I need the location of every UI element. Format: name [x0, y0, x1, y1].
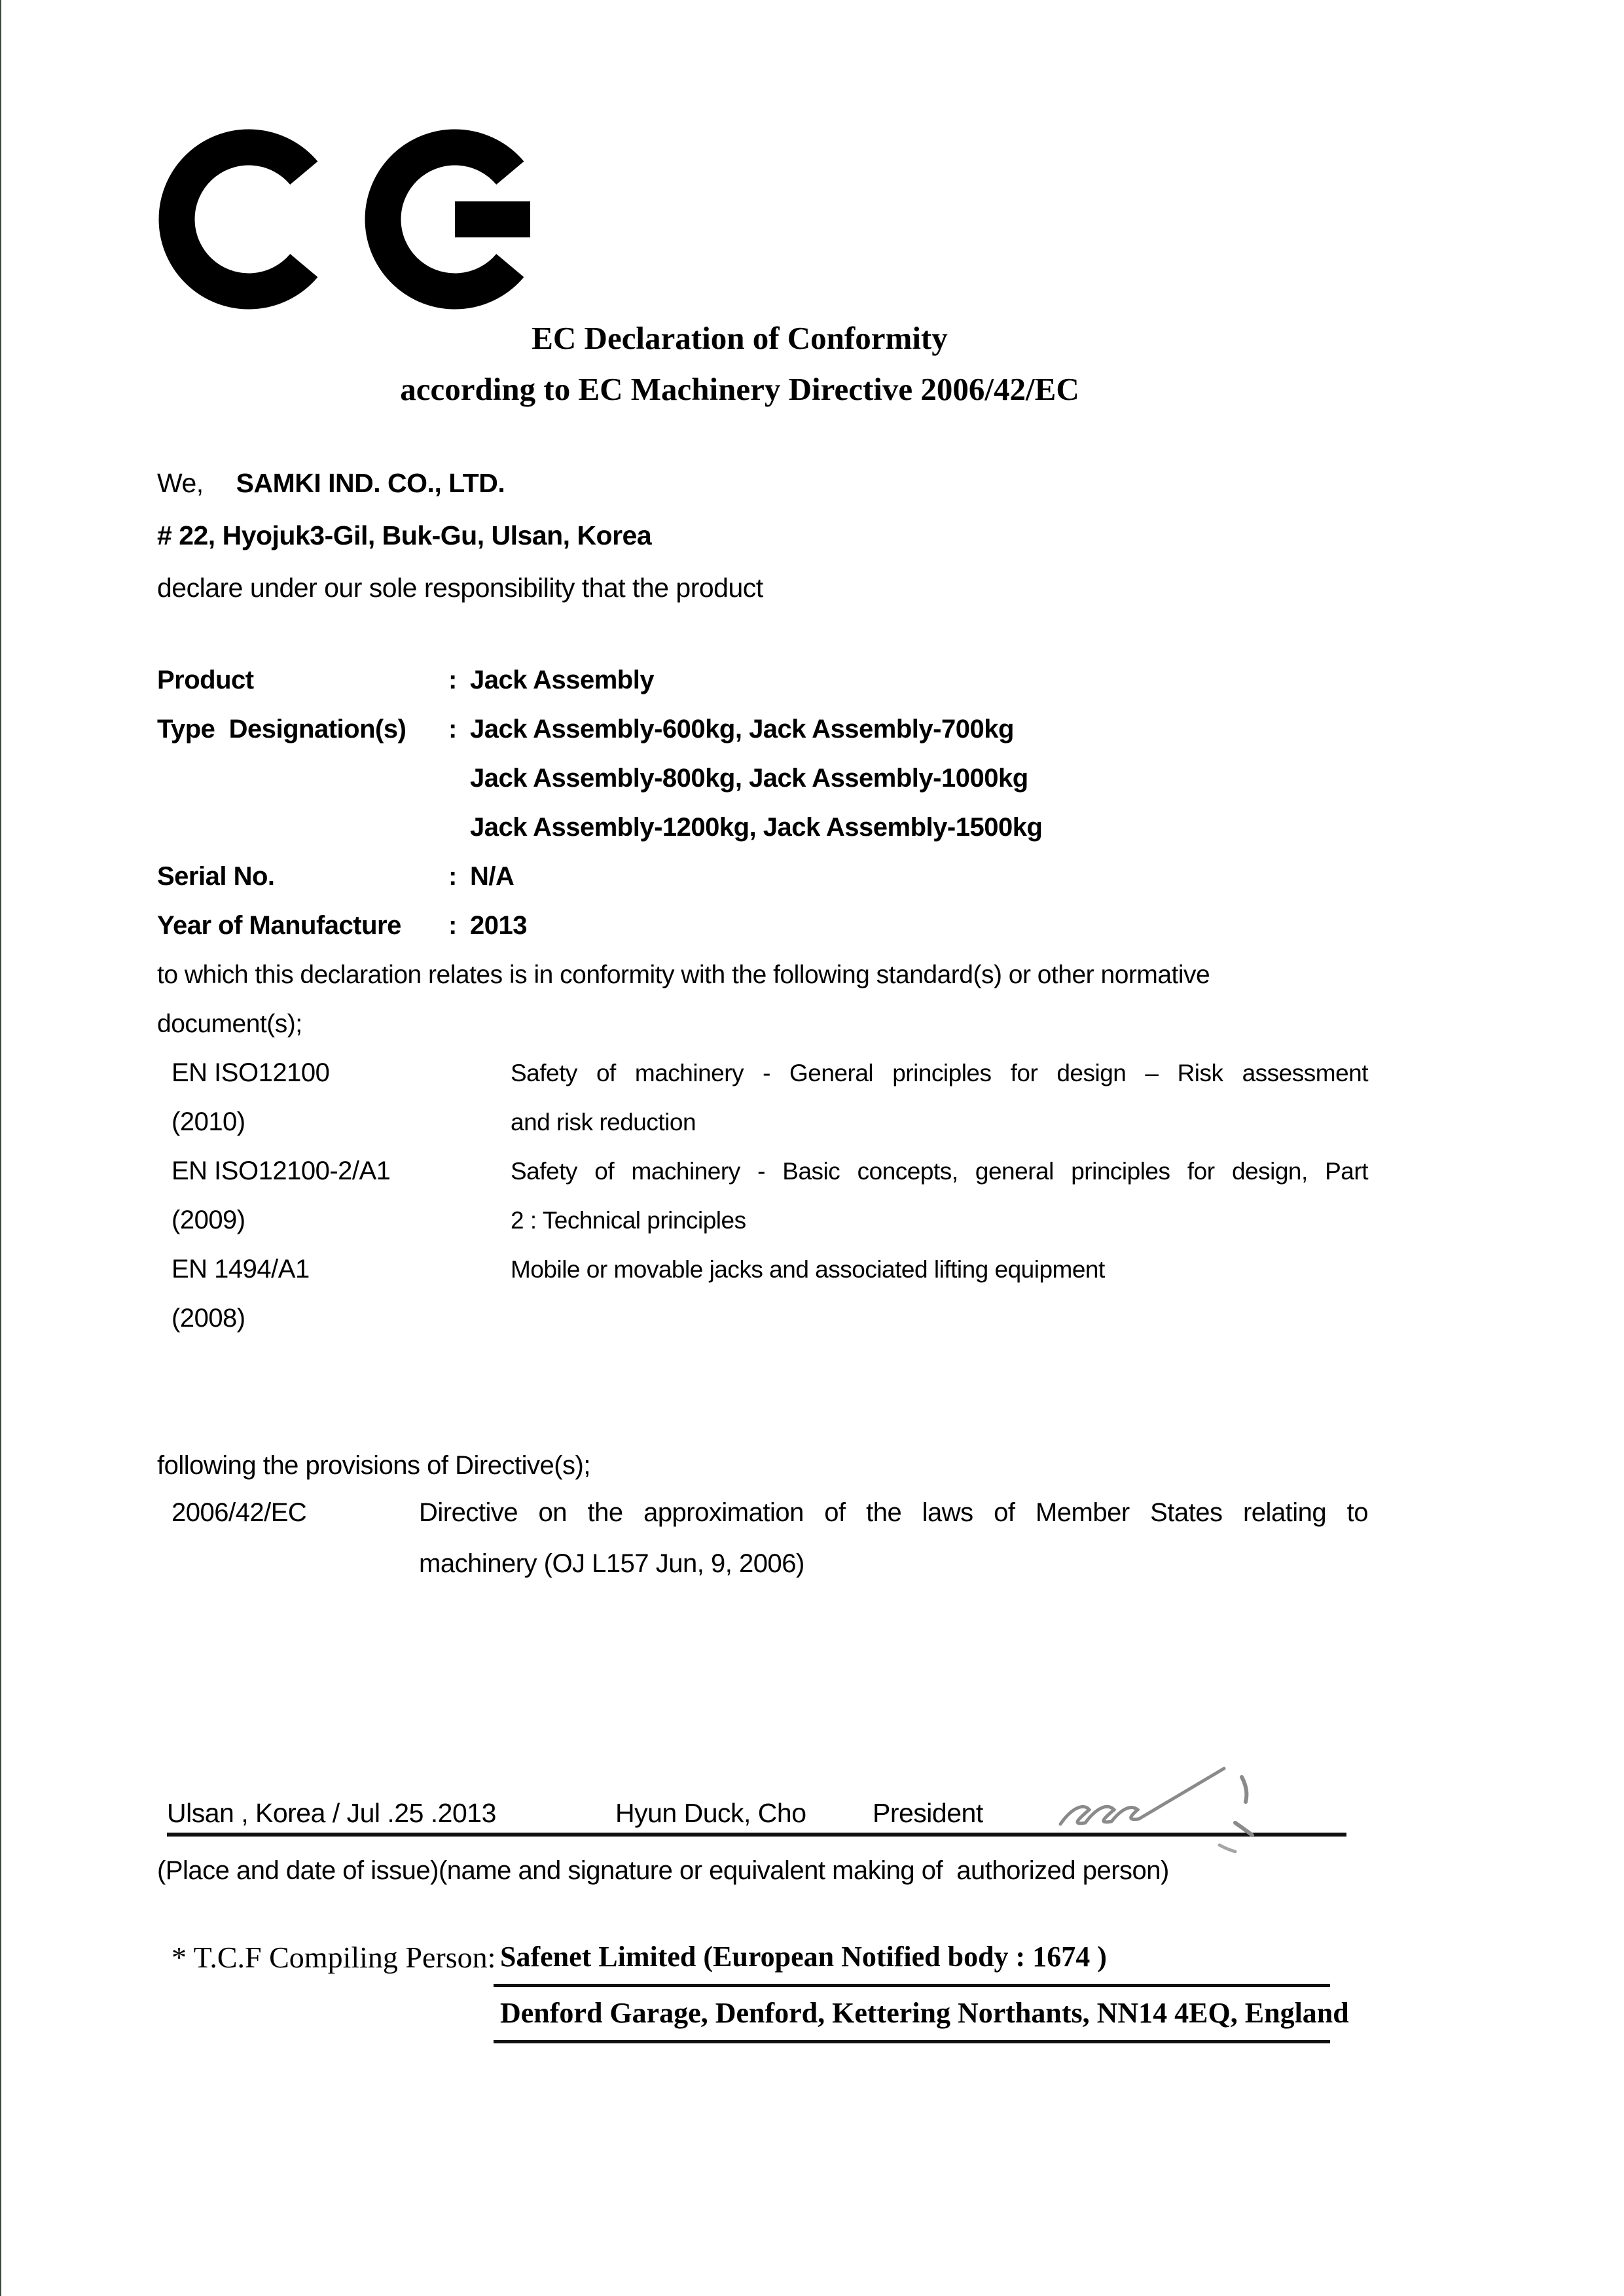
standard-description-line: 2 : Technical principles — [511, 1207, 746, 1234]
standard-description — [511, 1245, 1368, 1343]
field-separator — [448, 754, 470, 803]
standard-description — [511, 1049, 1368, 1147]
field-value: Jack Assembly-1200kg, Jack Assembly-1500kg — [470, 813, 1043, 842]
standard-description — [511, 1147, 1368, 1245]
standard-description-line: and risk reduction — [511, 1109, 696, 1136]
standard-year: (2010) — [171, 1107, 245, 1136]
standard-code: EN ISO12100-2/A1 — [171, 1157, 391, 1185]
list-item — [171, 1147, 1481, 1245]
declaration-intro — [157, 457, 763, 614]
table-row — [157, 803, 1042, 852]
standard-code: EN ISO12100 — [171, 1058, 330, 1087]
directive-code: 2006/42/EC — [171, 1498, 307, 1527]
field-label: Type Designation(s) — [157, 715, 406, 744]
standard-code-column — [171, 1147, 511, 1245]
ce-letter-c-icon — [157, 128, 340, 311]
tcf-values — [494, 1926, 1349, 2043]
provisions-heading: following the provisions of Directive(s); — [157, 1451, 590, 1480]
table-row — [157, 852, 1042, 901]
signatory-title: President — [873, 1798, 983, 1828]
directive-item — [171, 1487, 1368, 1589]
tcf-company-line: Safenet Limited (European Notified body : 1674 ) — [494, 1926, 1330, 1987]
declaration-statement: declare under our sole responsibility that the product — [157, 573, 763, 603]
field-label: Serial No. — [157, 862, 275, 891]
standard-description-line: Mobile or movable jacks and associated lifting equipment — [511, 1256, 1105, 1283]
company-name: SAMKI IND. CO., LTD. — [236, 468, 505, 498]
place-and-date: Ulsan , Korea / Jul .25 .2013 — [167, 1798, 496, 1828]
list-item — [171, 1049, 1481, 1147]
directive-description-line: machinery (OJ L157 Jun, 9, 2006) — [419, 1549, 804, 1578]
field-separator: : — [448, 862, 457, 891]
conformity-line-1: to which this declaration relates is in conformity with the following standard(s) or other normative — [157, 961, 1210, 989]
field-label — [157, 754, 448, 803]
standard-year: (2008) — [171, 1304, 245, 1333]
field-value: N/A — [470, 862, 514, 891]
signature-row — [167, 1775, 1346, 1837]
field-label: Product — [157, 666, 254, 694]
field-separator — [448, 803, 470, 852]
directive-description — [419, 1487, 1368, 1589]
list-item — [171, 1245, 1481, 1343]
title-line-1: EC Declaration of Conformity — [532, 320, 948, 356]
tcf-address-line: Denford Garage, Denford, Kettering Northants, NN14 4EQ, England — [494, 1987, 1330, 2043]
document-title — [0, 313, 1479, 415]
field-label — [157, 803, 448, 852]
table-row — [157, 705, 1042, 754]
directive-description-line: Directive on the approximation of the laws of Member States relating to — [419, 1498, 1368, 1527]
field-separator: : — [448, 666, 457, 694]
product-info-table — [157, 656, 1042, 950]
standard-description-line: Safety of machinery - Basic concepts, general principles for design, Part — [511, 1158, 1368, 1185]
title-line-2: according to EC Machinery Directive 2006/42/EC — [400, 371, 1079, 407]
tcf-compiling-person-section — [171, 1926, 1349, 2043]
standard-description-line — [511, 1294, 1368, 1343]
tcf-label: * T.C.F Compiling Person: — [171, 1941, 496, 1974]
signature-caption: (Place and date of issue)(name and signature or equivalent making of authorized person) — [157, 1856, 1169, 1885]
standard-code-column — [171, 1245, 511, 1343]
field-label: Year of Manufacture — [157, 911, 401, 940]
standard-code-column — [171, 1049, 511, 1147]
company-line — [157, 457, 763, 509]
company-address: # 22, Hyojuk3-Gil, Buk-Gu, Ulsan, Korea — [157, 520, 652, 550]
ce-mark-logo — [157, 128, 563, 311]
standard-description-line: Safety of machinery - General principles for design – Risk assessment — [511, 1060, 1368, 1086]
signatory-name: Hyun Duck, Cho — [615, 1798, 806, 1828]
table-row — [157, 754, 1042, 803]
standards-list — [171, 1049, 1481, 1343]
standard-year: (2009) — [171, 1206, 245, 1234]
conformity-statement — [157, 950, 1427, 1049]
field-separator: : — [448, 715, 457, 744]
field-value: 2013 — [470, 911, 527, 940]
field-value: Jack Assembly-800kg, Jack Assembly-1000kg — [470, 764, 1028, 793]
table-row — [157, 901, 1042, 950]
field-value: Jack Assembly — [470, 666, 655, 694]
we-prefix: We, — [157, 468, 204, 498]
field-value: Jack Assembly-600kg, Jack Assembly-700kg — [470, 715, 1014, 744]
standard-code: EN 1494/A1 — [171, 1255, 310, 1283]
table-row — [157, 656, 1042, 705]
field-separator: : — [448, 911, 457, 940]
ce-letter-e-icon — [363, 128, 547, 311]
conformity-line-2: document(s); — [157, 1010, 302, 1038]
